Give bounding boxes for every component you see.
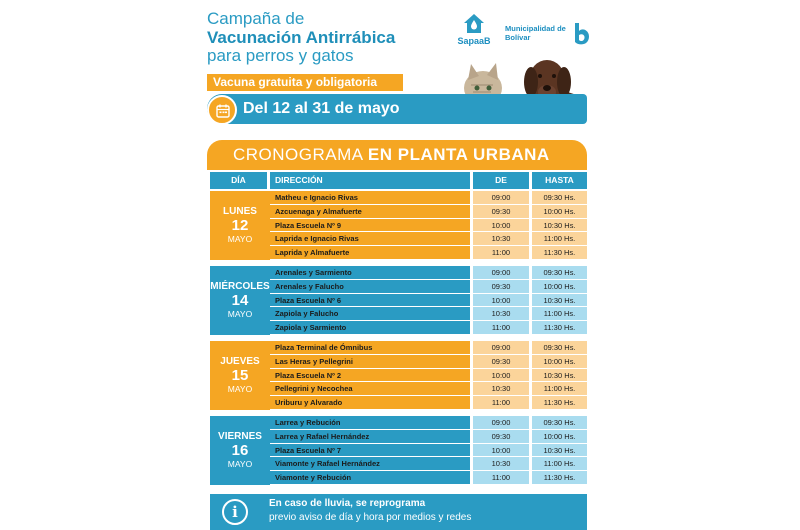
title-line-1: Campaña de (207, 9, 305, 28)
day-month: MAYO (227, 309, 253, 319)
address-cell: Larrea y Rebución (270, 416, 470, 429)
address-cell: Larrea y Rafael Hernández (270, 430, 470, 443)
end-time-cell: 09:30 Hs. (532, 266, 587, 279)
calendar-icon-badge (207, 95, 237, 125)
end-time-cell: 11:30 Hs. (532, 246, 587, 259)
address-cell: Matheu e Ignacio Rivas (270, 191, 470, 204)
title-line-2: Vacunación Antirrábica (207, 28, 396, 47)
start-time-cell: 09:00 (473, 416, 529, 429)
address-cell: Plaza Escuela Nº 6 (270, 294, 470, 307)
end-time-cell: 11:00 Hs. (532, 382, 587, 395)
rain-notice-line-2: previo aviso de día y hora por medios y redes (269, 512, 472, 523)
address-cell: Plaza Escuela Nº 9 (270, 219, 470, 232)
end-time-cell: 11:30 Hs. (532, 321, 587, 334)
address-cell: Zapiola y Falucho (270, 307, 470, 320)
address-cell: Laprida e Ignacio Rivas (270, 232, 470, 245)
day-block (210, 341, 270, 410)
campaign-dates: Del 12 al 31 de mayo (243, 100, 400, 117)
end-time-cell: 09:30 Hs. (532, 341, 587, 354)
campaign-title (207, 10, 447, 64)
poster (207, 0, 593, 530)
address-cell: Plaza Escuela Nº 2 (270, 369, 470, 382)
address-cell: Pellegrini y Necochea (270, 382, 470, 395)
start-time-cell: 09:00 (473, 191, 529, 204)
start-time-cell: 09:00 (473, 341, 529, 354)
day-block (210, 266, 270, 335)
end-time-cell: 10:00 Hs. (532, 280, 587, 293)
end-time-cell: 11:00 Hs. (532, 232, 587, 245)
day-number: 16 (231, 442, 249, 459)
start-time-cell: 10:00 (473, 219, 529, 232)
end-time-cell: 10:00 Hs. (532, 430, 587, 443)
end-time-cell: 10:30 Hs. (532, 369, 587, 382)
end-time-cell: 09:30 Hs. (532, 416, 587, 429)
info-icon: i (222, 499, 248, 525)
start-time-cell: 10:00 (473, 294, 529, 307)
address-cell: Laprida y Almafuerte (270, 246, 470, 259)
day-name: VIERNES (218, 431, 262, 442)
address-cell: Azcuenaga y Almafuerte (270, 205, 470, 218)
calendar-icon (216, 104, 230, 118)
start-time-cell: 10:00 (473, 369, 529, 382)
start-time-cell: 09:30 (473, 205, 529, 218)
start-time-cell: 10:00 (473, 444, 529, 457)
address-cell: Plaza Terminal de Ómnibus (270, 341, 470, 354)
sapaab-logo (451, 12, 497, 46)
start-time-cell: 09:30 (473, 355, 529, 368)
day-name: MIÉRCOLES (210, 281, 270, 292)
day-name: LUNES (223, 206, 257, 217)
start-time-cell: 09:00 (473, 266, 529, 279)
start-time-cell: 10:30 (473, 382, 529, 395)
address-cell: Uriburu y Alvarado (270, 396, 470, 409)
end-time-cell: 11:00 Hs. (532, 307, 587, 320)
day-block (210, 191, 270, 260)
start-time-cell: 10:30 (473, 457, 529, 470)
cronograma-header (207, 140, 587, 170)
bolivar-b-icon (571, 22, 593, 46)
cronograma-label: CRONOGRAMA (233, 145, 363, 164)
title-line-3: para perros y gatos (207, 46, 354, 65)
end-time-cell: 10:00 Hs. (532, 205, 587, 218)
sapaab-label: SapaaB (457, 36, 491, 46)
address-cell: Viamonte y Rafael Hernández (270, 457, 470, 470)
day-month: MAYO (227, 459, 253, 469)
address-cell: Plaza Escuela Nº 7 (270, 444, 470, 457)
free-vaccine-badge: Vacuna gratuita y obligatoria (207, 74, 403, 91)
address-cell: Las Heras y Pellegrini (270, 355, 470, 368)
start-time-cell: 11:00 (473, 321, 529, 334)
house-drop-icon (462, 12, 486, 36)
start-time-cell: 11:00 (473, 471, 529, 484)
start-time-cell: 11:00 (473, 396, 529, 409)
end-time-cell: 09:30 Hs. (532, 191, 587, 204)
start-time-cell: 11:00 (473, 246, 529, 259)
day-number: 15 (231, 367, 249, 384)
day-number: 14 (231, 292, 249, 309)
end-time-cell: 11:30 Hs. (532, 471, 587, 484)
day-month: MAYO (227, 234, 253, 244)
column-header-de: DE (473, 172, 529, 189)
address-cell: Zapiola y Sarmiento (270, 321, 470, 334)
start-time-cell: 09:30 (473, 280, 529, 293)
start-time-cell: 09:30 (473, 430, 529, 443)
address-cell: Arenales y Sarmiento (270, 266, 470, 279)
start-time-cell: 10:30 (473, 307, 529, 320)
end-time-cell: 10:30 Hs. (532, 444, 587, 457)
end-time-cell: 10:00 Hs. (532, 355, 587, 368)
end-time-cell: 11:30 Hs. (532, 396, 587, 409)
municipalidad-label: Municipalidad de Bolívar (505, 24, 566, 42)
column-header-dia: DÍA (210, 172, 267, 189)
column-header-hasta: HASTA (532, 172, 587, 189)
address-cell: Arenales y Falucho (270, 280, 470, 293)
rain-notice-line-1: En caso de lluvia, se reprograma (269, 498, 426, 509)
end-time-cell: 10:30 Hs. (532, 294, 587, 307)
start-time-cell: 10:30 (473, 232, 529, 245)
day-number: 12 (231, 217, 249, 234)
address-cell: Viamonte y Rebución (270, 471, 470, 484)
cronograma-location: EN PLANTA URBANA (367, 145, 550, 164)
day-month: MAYO (227, 384, 253, 394)
column-header-direccion: DIRECCIÓN (270, 172, 470, 189)
end-time-cell: 11:00 Hs. (532, 457, 587, 470)
day-block (210, 416, 270, 485)
end-time-cell: 10:30 Hs. (532, 219, 587, 232)
day-name: JUEVES (220, 356, 260, 367)
